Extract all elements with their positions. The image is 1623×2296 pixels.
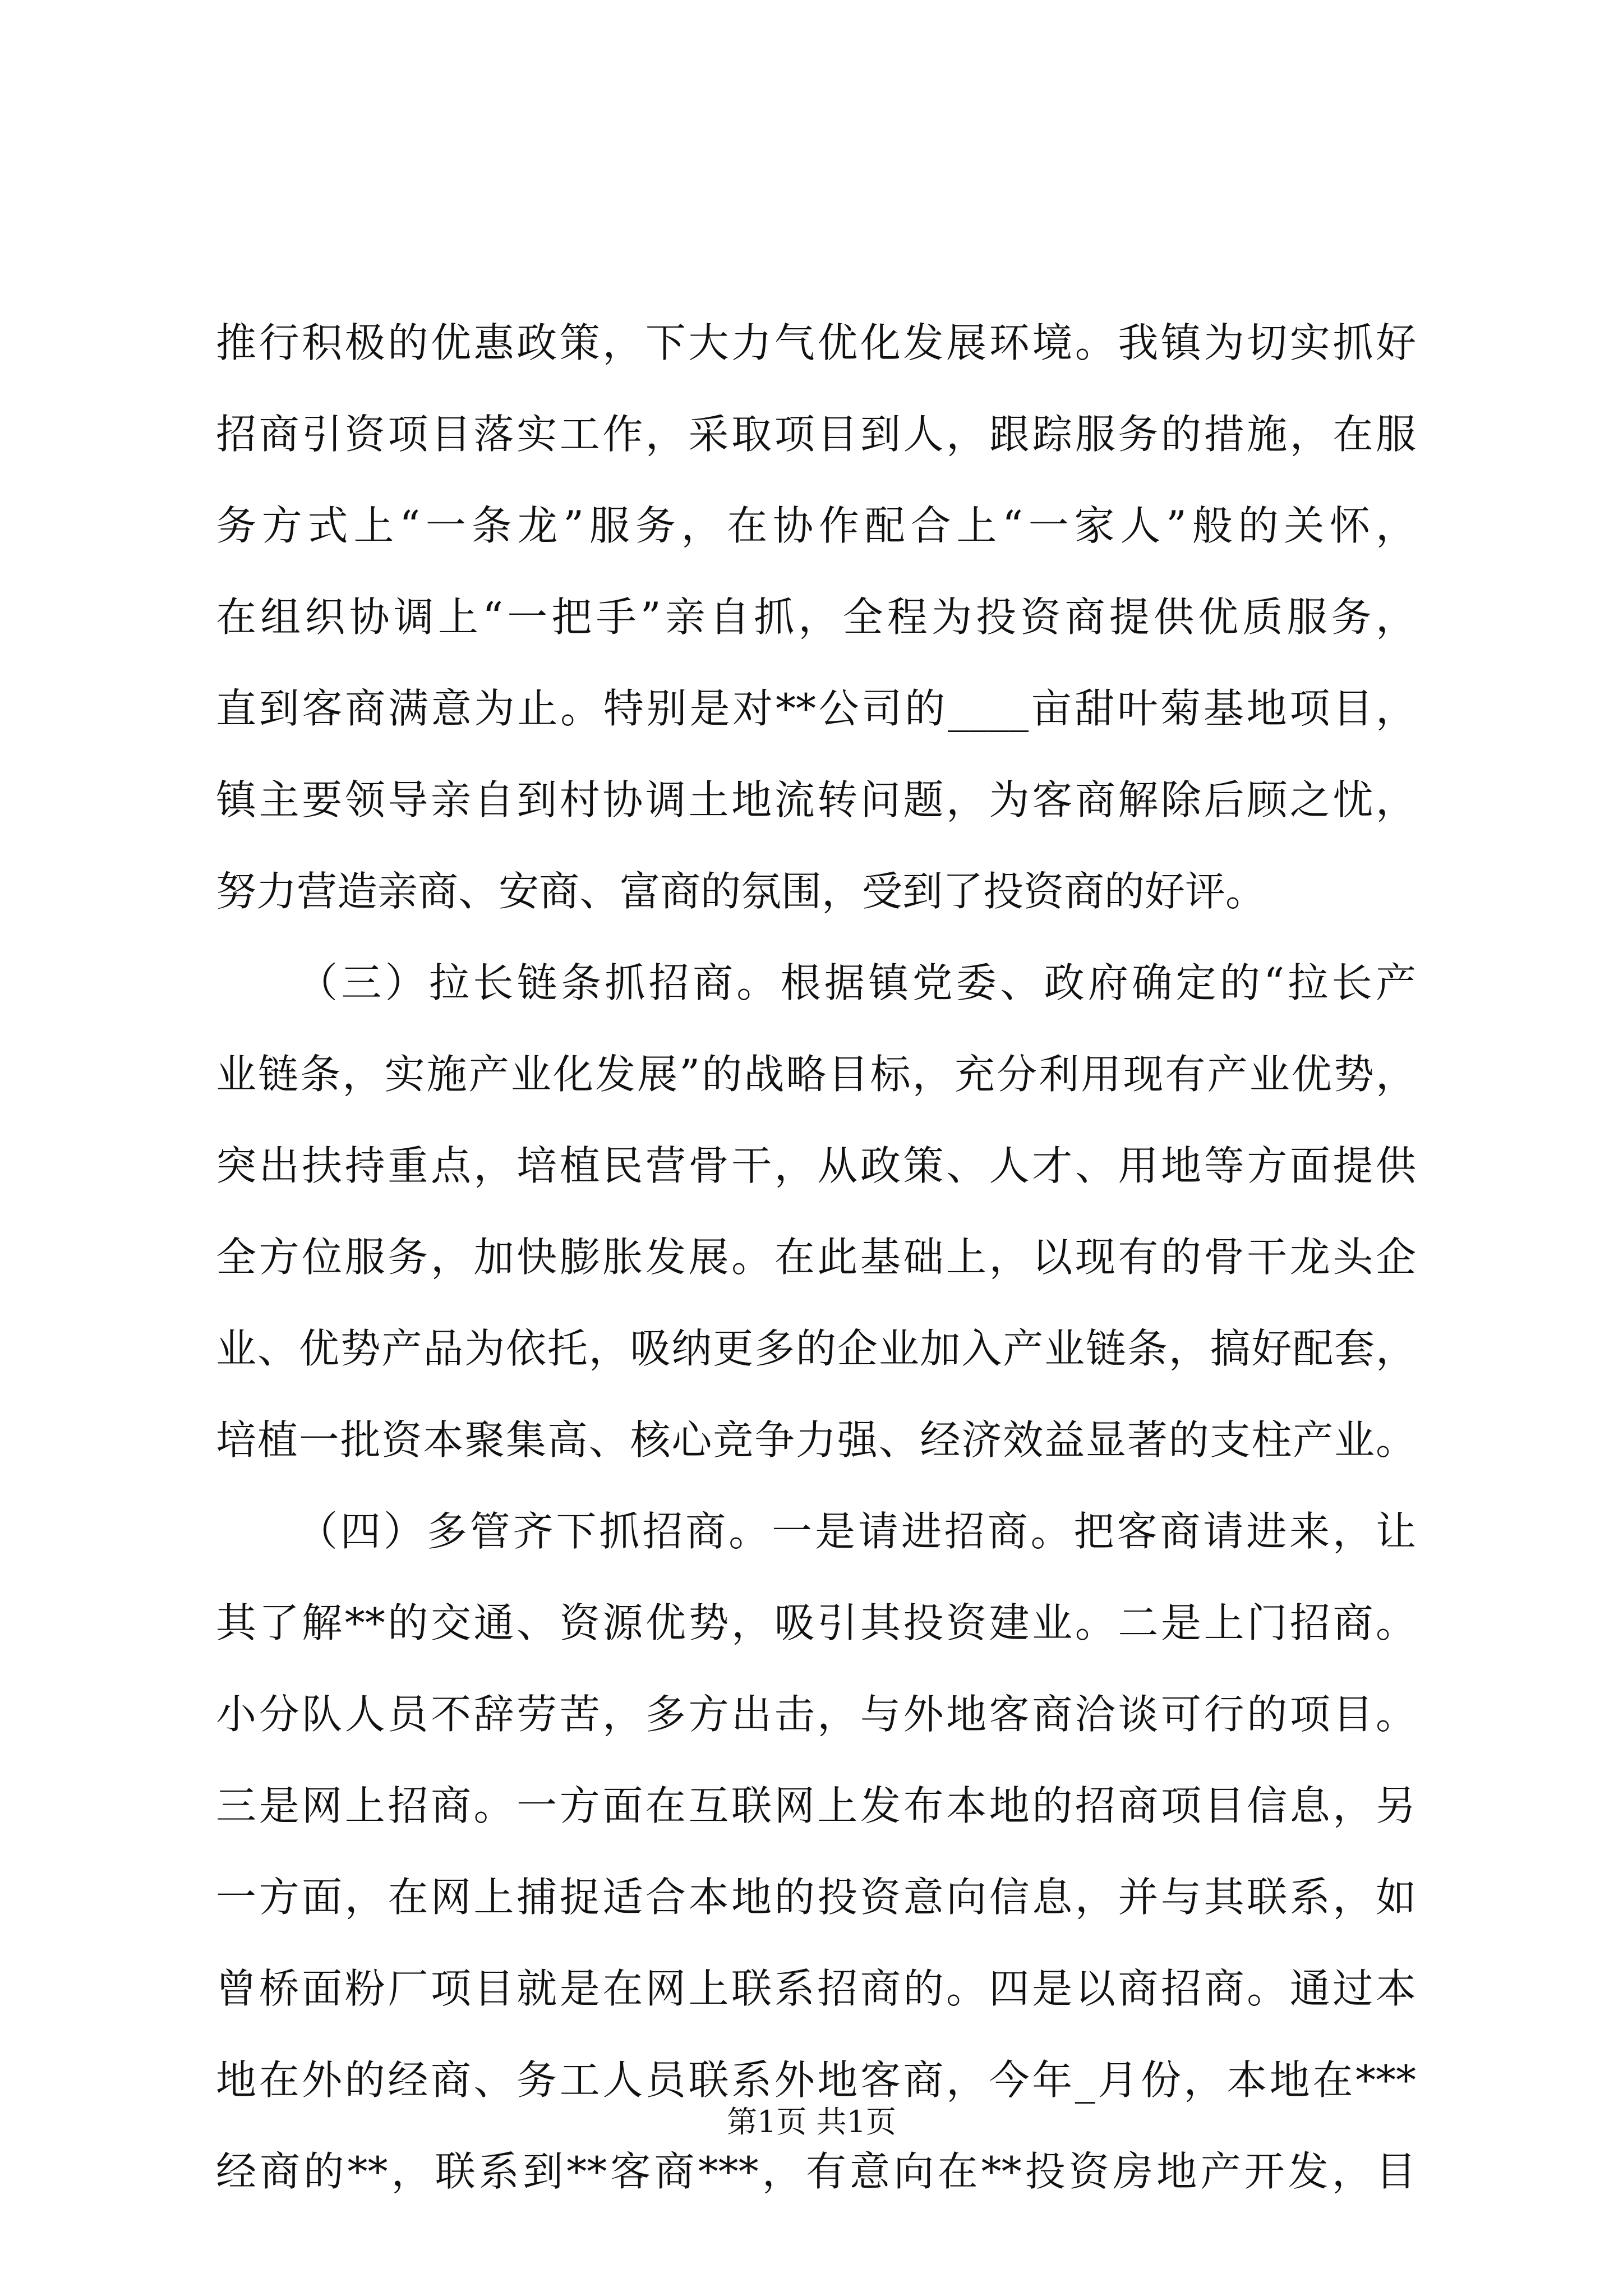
text-line: 培植一批资本聚集高、核心竞争力强、经济效益显著的支柱产业。 xyxy=(216,1416,1416,1464)
text-line: 突出扶持重点，培植民营骨干，从政策、人才、用地等方面提供 xyxy=(216,1142,1416,1189)
text-line: 业链条，实施产业化发展”的战略目标，充分利用现有产业优势， xyxy=(216,1051,1416,1098)
text-line: 努力营造亲商、安商、富商的氛围，受到了投资商的好评。 xyxy=(216,868,1266,915)
text-line: 务方式上“一条龙”服务，在协作配合上“一家人”般的关怀， xyxy=(216,502,1416,549)
text-line: 曾桥面粉厂项目就是在网上联系招商的。四是以商招商。通过本 xyxy=(216,1965,1416,2012)
page-footer: 第1页 共1页 xyxy=(727,2104,896,2139)
text-line: 镇主要领导亲自到村协调土地流转问题，为客商解除后顾之忧， xyxy=(216,776,1416,823)
text-line: 招商引资项目落实工作，采取项目到人，跟踪服务的措施，在服 xyxy=(216,411,1416,458)
text-line: 地在外的经商、务工人员联系外地客商，今年_月份，本地在*** xyxy=(216,2056,1416,2104)
text-line: 推行积极的优惠政策，下大力气优化发展环境。我镇为切实抓好 xyxy=(216,319,1416,366)
document-body xyxy=(216,297,1416,2217)
text-line: 三是网上招商。一方面在互联网上发布本地的招商项目信息，另 xyxy=(216,1782,1416,1829)
paragraph-heading-line: （四）多管齐下抓招商。一是请进招商。把客商请进来，让 xyxy=(297,1508,1416,1555)
text-line: 其了解**的交通、资源优势，吸引其投资建业。二是上门招商。 xyxy=(216,1599,1416,1646)
paragraph-heading-line: （三）拉长链条抓招商。根据镇党委、政府确定的“拉长产 xyxy=(297,959,1416,1006)
text-line: 在组织协调上“一把手”亲自抓，全程为投资商提供优质服务， xyxy=(216,593,1416,641)
text-line: 业、优势产品为依托，吸纳更多的企业加入产业链条，搞好配套， xyxy=(216,1325,1416,1372)
text-line: 小分队人员不辞劳苦，多方出击，与外地客商洽谈可行的项目。 xyxy=(216,1691,1416,1738)
text-line: 直到客商满意为止。特别是对**公司的____亩甜叶菊基地项目， xyxy=(216,685,1416,732)
text-line: 经商的**，联系到**客商***，有意向在**投资房地产开发，目 xyxy=(216,2148,1416,2195)
text-line: 一方面，在网上捕捉适合本地的投资意向信息，并与其联系，如 xyxy=(216,1874,1416,1921)
text-line: 全方位服务，加快膨胀发展。在此基础上，以现有的骨干龙头企 xyxy=(216,1234,1416,1281)
